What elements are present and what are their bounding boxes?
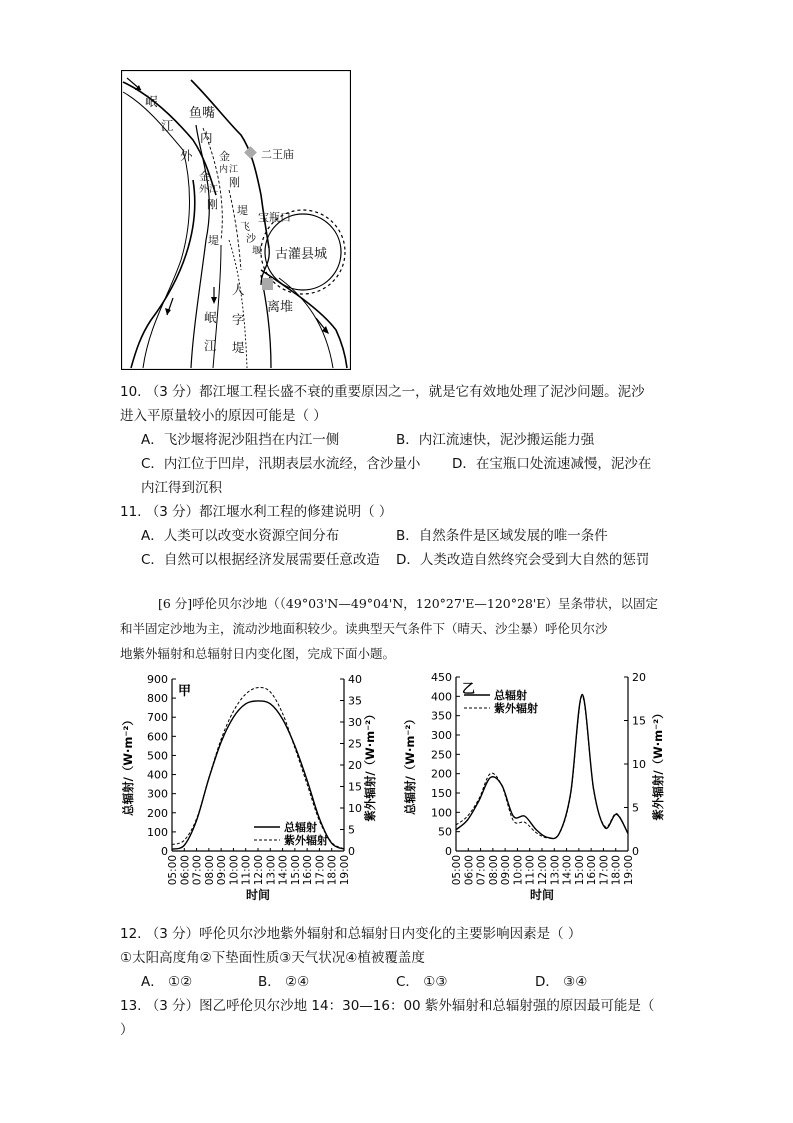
map-label: 外 [180,148,193,163]
y-axis-right-label: 紫外辐射/（W·m⁻²） [363,708,377,822]
y-right-tick-label: 30 [348,716,362,729]
series-line-total [456,694,628,838]
y-right-tick-label: 35 [348,694,362,708]
y-left-tick-label: 700 [147,711,168,725]
y-right-tick-label: 5 [632,801,639,815]
q11-stem: 11. （3 分）都江堰水利工程的修建说明（ ） [120,504,393,520]
q11-option-d[interactable]: D．人类改造自然终究会受到大自然的惩罚 [396,552,650,568]
q10-option-c[interactable]: C．内江位于凹岸，汛期表层水流经，含沙量小 [141,456,421,472]
lidui-marker [262,278,273,290]
y-left-tick-label: 300 [431,729,452,742]
y-left-tick-label: 400 [431,690,452,704]
intro-line2: 和半固定沙地为主，流动沙地面积较少。读典型天气条件下（晴天、沙尘暴）呼伦贝尔沙 [120,621,608,636]
x-tick-label: 15:00 [573,855,586,886]
x-tick-label: 16:00 [302,855,315,886]
x-tick-label: 19:00 [339,855,351,886]
y-right-tick-label: 20 [348,759,362,772]
q11-option-a[interactable]: A．人类可以改变水资源空间分布 [141,528,340,544]
y-left-tick-label: 450 [431,671,452,684]
map-label: 内 [200,130,213,145]
x-tick-label: 08:00 [487,855,500,886]
y-right-tick-label: 20 [632,671,646,684]
map-label: 刚 [229,176,240,189]
x-tick-label: 06:00 [463,855,476,886]
map-label: 字 [232,312,245,327]
map-label: 刚 [207,198,218,211]
x-tick-label: 05:00 [451,855,463,886]
y-left-tick-label: 100 [431,806,452,820]
q10-option-d-cont: 内江得到沉积 [141,480,222,496]
y-left-tick-label: 150 [431,787,452,800]
q12-stem: 12. （3 分）呼伦贝尔沙地紫外辐射和总辐射日内变化的主要影响因素是（ ） [120,926,582,942]
y-left-tick-label: 600 [147,730,168,744]
map-label: 金 [199,170,210,183]
y-left-tick-label: 200 [431,767,452,781]
x-tick-label: 05:00 [167,855,179,886]
x-tick-label: 11:00 [524,855,537,886]
map-label: 飞 [240,222,250,233]
map-label: 江 [209,185,219,195]
y-axis-right-label: 紫外辐射/（W·m⁻²） [651,707,665,821]
x-tick-label: 15:00 [289,855,302,886]
x-axis-label: 时间 [529,888,555,902]
q13-stem-line1: 13. （3 分）图乙呼伦贝尔沙地 14：30—16：00 紫外辐射和总辐射强的原因最可能是（ [120,998,655,1014]
x-tick-label: 08:00 [203,855,216,886]
y-right-tick-label: 15 [632,714,646,728]
y-left-tick-label: 900 [147,673,168,686]
dujiangyan-map [121,70,351,370]
y-right-tick-label: 0 [632,845,639,858]
map-label: 堤 [232,340,245,355]
x-tick-label: 11:00 [240,855,253,886]
y-right-tick-label: 0 [348,845,355,858]
y-left-tick-label: 250 [431,748,452,762]
map-label: 堰 [252,246,262,257]
x-tick-label: 19:00 [623,855,635,886]
x-tick-label: 14:00 [561,855,574,886]
x-tick-label: 07:00 [475,855,488,886]
panel-label: 乙 [462,682,476,697]
x-tick-label: 06:00 [179,855,192,886]
map-label-guguan: 古灌县城 [275,247,328,262]
x-tick-label: 13:00 [549,855,562,886]
y-left-tick-label: 300 [147,787,168,801]
y-left-tick-label: 800 [147,692,168,706]
map-label-erwangmiao: 二王庙 [261,148,294,161]
y-left-tick-label: 0 [161,845,168,858]
q12-option-a[interactable]: A． ①② [141,974,193,990]
intro-line1: [6 分]呼伦贝尔沙地（（49°03'N—49°04'N，120°27'E—120°28'E）呈条带状，以固定 [158,596,658,611]
legend-label: 紫外辐射 [494,702,538,715]
q10-option-a[interactable]: A．飞沙堰将泥沙阻挡在内江一侧 [141,432,340,448]
q10-stem-line2: 进入平原量较小的原因可能是（ ） [120,408,327,424]
y-left-tick-label: 350 [431,709,452,723]
q12-option-c[interactable]: C． ①③ [396,974,448,990]
y-left-tick-label: 100 [147,825,168,839]
map-label: 江 [161,118,174,133]
q12-option-b[interactable]: B． ②④ [258,974,310,990]
x-tick-label: 07:00 [191,855,204,886]
map-label: 人 [232,282,245,297]
x-tick-label: 17:00 [598,855,611,886]
x-tick-label: 12:00 [537,855,549,886]
series-line-uv [172,687,344,848]
map-label: 堤 [208,234,219,247]
map-label: 内 [219,165,229,175]
y-left-tick-label: 0 [445,845,452,858]
x-tick-label: 09:00 [500,855,513,886]
map-label: 堤 [237,204,248,217]
x-tick-label: 10:00 [228,855,241,886]
legend-label: 紫外辐射 [284,834,328,847]
panel-label: 甲 [178,684,192,699]
x-tick-label: 13:00 [265,855,278,886]
y-axis-left-label: 总辐射/（W·m⁻²） [403,713,417,815]
y-right-tick-label: 15 [348,780,362,794]
q12-option-d[interactable]: D． ③④ [535,974,588,990]
x-tick-label: 09:00 [216,855,229,886]
q11-option-c[interactable]: C．自然可以根据经济发展需要任意改造 [141,552,380,568]
map-label: 金 [219,150,230,163]
x-tick-label: 14:00 [277,855,290,886]
y-left-tick-label: 500 [147,749,168,763]
x-tick-label: 16:00 [586,855,599,886]
chart-yi [400,665,680,920]
map-label-lidui: 离堆 [267,300,294,315]
y-left-tick-label: 400 [147,768,168,782]
q11-option-b[interactable]: B．自然条件是区域发展的唯一条件 [396,528,608,544]
y-right-tick-label: 10 [632,758,646,771]
x-tick-label: 17:00 [314,855,327,886]
map-label: 岷 [204,310,217,325]
x-tick-label: 18:00 [326,855,339,886]
q10-option-b[interactable]: B．内江流速快，泥沙搬运能力强 [396,432,595,448]
map-label: 江 [204,338,217,353]
q10-stem-line1: 10. （3 分）都江堰工程长盛不衰的重要原因之一，就是它有效地处理了泥沙问题。泥沙 [120,384,645,400]
y-right-tick-label: 5 [348,823,355,837]
q13-stem-line2: ） [120,1022,134,1038]
y-right-tick-label: 40 [348,673,362,686]
x-tick-label: 10:00 [512,855,525,886]
chart-jia [120,665,380,920]
y-right-tick-label: 10 [348,802,362,815]
x-tick-label: 12:00 [253,855,265,886]
legend-label: 总辐射 [284,821,317,834]
map-label-yuzui: 鱼嘴 [189,106,216,121]
x-axis-label: 时间 [245,888,271,902]
y-axis-left-label: 总辐射/（W·m⁻²） [121,714,135,816]
q12-factors: ①太阳高度角②下垫面性质③天气状况④植被覆盖度 [120,950,425,966]
y-left-tick-label: 50 [438,825,452,839]
map-label: 外 [199,185,209,195]
x-tick-label: 18:00 [610,855,623,886]
map-label: 沙 [246,234,256,245]
map-label: 江 [229,165,239,175]
y-right-tick-label: 25 [348,737,362,751]
y-left-tick-label: 200 [147,806,168,820]
series-line-uv [456,696,628,838]
intro-line3: 地紫外辐射和总辐射日内变化图，完成下面小题。 [120,646,396,661]
q10-option-d[interactable]: D．在宝瓶口处流速减慢，泥沙在 [452,456,652,472]
legend-label: 总辐射 [494,689,527,702]
map-label: 岷 [145,94,158,109]
map-label-baopingkou: 宝瓶口 [258,211,291,224]
